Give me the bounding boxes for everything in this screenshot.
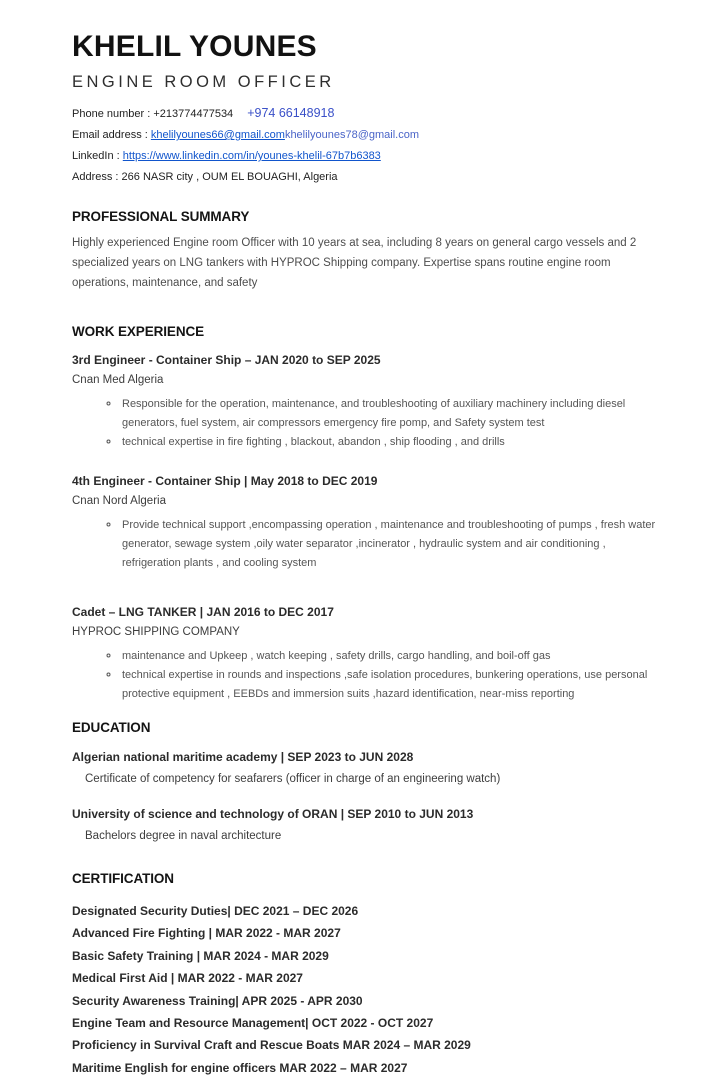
email-primary-link[interactable]: khelilyounes66@gmail.com	[150, 129, 285, 141]
education-description: Certificate of competency for seafarers (officer in charge of an engineering watch)	[85, 773, 501, 785]
job-entry	[72, 352, 657, 452]
bullet-item: ◦ technical expertise in fire fighting , blackout, abandon , ship flooding , and drills	[120, 433, 662, 452]
resume-header	[72, 30, 657, 188]
section-heading-work-experience: WORK EXPERIENCE	[72, 324, 205, 339]
certification-list	[72, 903, 657, 1076]
contact-phone-line	[72, 103, 657, 125]
job-company: HYPROC SHIPPING COMPANY	[72, 626, 240, 638]
job-bullet-list	[72, 647, 657, 704]
education-entry	[72, 806, 657, 844]
job-entry	[72, 604, 657, 704]
certification-item: Engine Team and Resource Management| OCT 2022 - OCT 2027	[72, 1015, 434, 1030]
phone-secondary: +974 66148918	[247, 106, 335, 120]
job-bullet-list	[72, 516, 657, 573]
professional-summary-text: Highly experienced Engine room Officer with 10 years at sea, including 8 years on general cargo vessels and 2 specialized years on LNG tankers with HYPROC Shipping company. Expertise spans routine engine room operations, maintenance, and safety	[72, 237, 637, 289]
section-heading-education: EDUCATION	[72, 720, 151, 735]
certification-item: Advanced Fire Fighting | MAR 2022 - MAR 2027	[72, 926, 341, 941]
phone-label: Phone number :	[72, 108, 154, 120]
contact-email-line	[72, 125, 657, 146]
certification-item: Maritime English for engine officers MAR 2022 – MAR 2027	[72, 1060, 408, 1075]
job-entry	[72, 473, 657, 573]
person-job-title: ENGINE ROOM OFFICER	[72, 73, 335, 91]
education-entry	[72, 749, 657, 787]
contact-block	[72, 103, 657, 188]
certification-item: Medical First Aid | MAR 2022 - MAR 2027	[72, 971, 303, 986]
address-value: 266 NASR city , OUM EL BOUAGHI, Algeria	[121, 171, 338, 183]
certification-item: Basic Safety Training | MAR 2024 - MAR 2029	[72, 948, 329, 963]
email-secondary: khelilyounes78@gmail.com	[284, 129, 419, 141]
job-company: Cnan Nord Algeria	[72, 495, 166, 507]
bullet-item: ◦ Provide technical support ,encompassing operation , maintenance and troubleshooting of pumps , fresh water generator, sewage system ,oily water separator ,incinerator , hydraulic system and air conditioning , refrigeration plants , and cooling system	[120, 516, 662, 573]
linkedin-label: LinkedIn :	[72, 150, 123, 162]
job-title: 4th Engineer - Container Ship | May 2018 to DEC 2019	[72, 474, 378, 488]
section-heading-certification: CERTIFICATION	[72, 871, 174, 886]
section-heading-professional-summary: PROFESSIONAL SUMMARY	[72, 209, 250, 224]
job-title: 3rd Engineer - Container Ship – JAN 2020 to SEP 2025	[72, 353, 381, 367]
job-company: Cnan Med Algeria	[72, 374, 164, 386]
phone-primary: +213774477534	[153, 108, 234, 120]
bullet-item: ◦ technical expertise in rounds and inspections ,safe isolation procedures, bunkering operations, use personal protective equipment , EEBDs and immersion suits ,hazard identification, near-miss reporting	[120, 666, 662, 704]
education-title: University of science and technology of ORAN | SEP 2010 to JUN 2013	[72, 807, 474, 821]
certification-item: Designated Security Duties| DEC 2021 – DEC 2026	[72, 904, 359, 918]
contact-linkedin-line	[72, 146, 657, 167]
linkedin-link[interactable]: https://www.linkedin.com/in/younes-khelil-67b7b6383	[122, 150, 381, 162]
email-label: Email address :	[72, 129, 151, 141]
bullet-item: ◦ Responsible for the operation, maintenance, and troubleshooting of auxiliary machinery including diesel generators, fuel system, air compressors emergency fire pomp, and Safety system test	[120, 395, 662, 433]
education-title: Algerian national maritime academy | SEP 2023 to JUN 2028	[72, 750, 414, 764]
bullet-item: ◦ maintenance and Upkeep , watch keeping , safety drills, cargo handling, and boil-off gas	[120, 647, 662, 666]
address-label: Address :	[72, 171, 122, 183]
contact-address-line	[72, 167, 657, 188]
job-title: Cadet – LNG TANKER | JAN 2016 to DEC 2017	[72, 605, 334, 619]
certification-item: Proficiency in Survival Craft and Rescue Boats MAR 2024 – MAR 2029	[72, 1038, 471, 1053]
education-description: Bachelors degree in naval architecture	[85, 830, 282, 842]
certification-item: Security Awareness Training| APR 2025 - APR 2030	[72, 993, 363, 1008]
person-name: KHELIL YOUNES	[72, 30, 317, 63]
job-bullet-list	[72, 395, 657, 452]
